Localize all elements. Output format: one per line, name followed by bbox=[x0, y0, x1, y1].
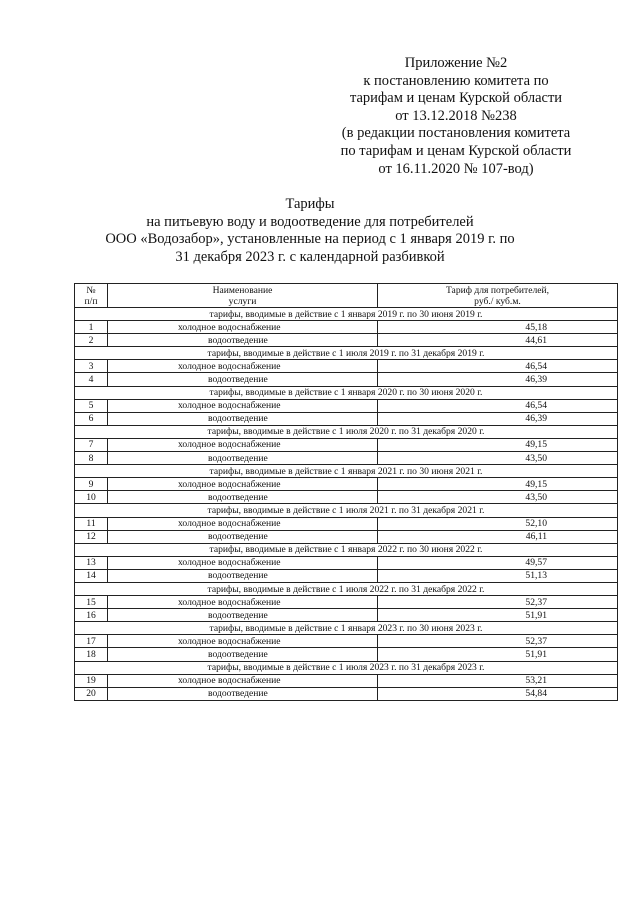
table-row bbox=[75, 530, 618, 543]
row-service: водоотведение bbox=[108, 452, 378, 465]
row-service: холодное водоснабжение bbox=[108, 556, 378, 569]
table-row bbox=[75, 648, 618, 661]
row-tariff: 46,39 bbox=[378, 373, 618, 386]
row-number: 1 bbox=[75, 321, 108, 334]
period-label: тарифы, вводимые в действие с 1 января 2023 г. по 30 июня 2023 г. bbox=[75, 622, 618, 635]
table-row bbox=[75, 478, 618, 491]
title-line: на питьевую воду и водоотведение для потребителей bbox=[146, 213, 474, 230]
title-heading: Тарифы bbox=[285, 196, 335, 212]
row-number: 15 bbox=[75, 596, 108, 609]
header-tariff bbox=[378, 284, 618, 308]
title-line: 31 декабря 2023 г. с календарной разбивкой bbox=[175, 248, 445, 265]
header-service-line2: услуги bbox=[228, 295, 257, 307]
table-row bbox=[75, 399, 618, 412]
table-row bbox=[75, 517, 618, 530]
period-row bbox=[75, 347, 618, 360]
header-tariff-line2: руб./ куб.м. bbox=[474, 295, 521, 307]
row-service: водоотведение bbox=[108, 569, 378, 582]
period-row bbox=[75, 465, 618, 478]
row-tariff: 43,50 bbox=[378, 491, 618, 504]
period-label: тарифы, вводимые в действие с 1 января 2022 г. по 30 июня 2022 г. bbox=[75, 543, 618, 556]
period-row bbox=[75, 386, 618, 399]
row-tariff: 43,50 bbox=[378, 452, 618, 465]
row-service: холодное водоснабжение bbox=[108, 438, 378, 451]
period-row bbox=[75, 582, 618, 595]
row-tariff: 52,37 bbox=[378, 635, 618, 648]
row-number: 7 bbox=[75, 438, 108, 451]
row-number: 4 bbox=[75, 373, 108, 386]
period-row bbox=[75, 425, 618, 438]
row-number: 19 bbox=[75, 674, 108, 687]
row-tariff: 46,54 bbox=[378, 399, 618, 412]
row-tariff: 52,10 bbox=[378, 517, 618, 530]
row-service: холодное водоснабжение bbox=[108, 674, 378, 687]
row-service: водоотведение bbox=[108, 609, 378, 622]
table-row bbox=[75, 635, 618, 648]
tariff-table bbox=[74, 283, 618, 701]
table-row bbox=[75, 321, 618, 334]
annex-line: (в редакции постановления комитета bbox=[341, 125, 571, 142]
row-number: 16 bbox=[75, 609, 108, 622]
annex-line: к постановлению комитета по bbox=[363, 72, 549, 89]
title-line: ООО «Водозабор», установленные на период с 1 января 2019 г. по bbox=[105, 231, 515, 248]
annex-line: по тарифам и ценам Курской области bbox=[340, 142, 572, 159]
table-row bbox=[75, 556, 618, 569]
period-row bbox=[75, 543, 618, 556]
row-number: 14 bbox=[75, 569, 108, 582]
row-service: холодное водоснабжение bbox=[108, 360, 378, 373]
row-tariff: 54,84 bbox=[378, 687, 618, 700]
table-row bbox=[75, 438, 618, 451]
row-service: холодное водоснабжение bbox=[108, 478, 378, 491]
row-number: 6 bbox=[75, 412, 108, 425]
header-number-line2: п/п bbox=[84, 295, 98, 307]
period-row bbox=[75, 661, 618, 674]
row-tariff: 49,57 bbox=[378, 556, 618, 569]
row-service: водоотведение bbox=[108, 412, 378, 425]
table-row bbox=[75, 360, 618, 373]
row-tariff: 51,13 bbox=[378, 569, 618, 582]
tariff-table-body bbox=[75, 308, 618, 701]
table-row bbox=[75, 412, 618, 425]
row-tariff: 46,11 bbox=[378, 530, 618, 543]
period-label: тарифы, вводимые в действие с 1 июля 2021 г. по 31 декабря 2021 г. bbox=[75, 504, 618, 517]
header-service-line1: Наименование bbox=[212, 284, 273, 296]
row-tariff: 51,91 bbox=[378, 609, 618, 622]
annex-line: от 16.11.2020 № 107-вод) bbox=[378, 160, 534, 177]
table-row bbox=[75, 687, 618, 700]
annex-line: тарифам и ценам Курской области bbox=[349, 90, 563, 107]
header-service bbox=[108, 284, 378, 308]
row-service: холодное водоснабжение bbox=[108, 596, 378, 609]
row-tariff: 46,54 bbox=[378, 360, 618, 373]
row-service: холодное водоснабжение bbox=[108, 321, 378, 334]
header-number-line1: № bbox=[86, 284, 96, 296]
row-tariff: 49,15 bbox=[378, 438, 618, 451]
row-tariff: 52,37 bbox=[378, 596, 618, 609]
row-number: 12 bbox=[75, 530, 108, 543]
row-tariff: 45,18 bbox=[378, 321, 618, 334]
row-number: 8 bbox=[75, 452, 108, 465]
row-number: 3 bbox=[75, 360, 108, 373]
row-service: водоотведение bbox=[108, 373, 378, 386]
period-label: тарифы, вводимые в действие с 1 июля 2020 г. по 31 декабря 2020 г. bbox=[75, 425, 618, 438]
table-row bbox=[75, 569, 618, 582]
period-row bbox=[75, 308, 618, 321]
table-header-row bbox=[75, 284, 618, 308]
table-row bbox=[75, 491, 618, 504]
table-row bbox=[75, 609, 618, 622]
period-label: тарифы, вводимые в действие с 1 июля 2022 г. по 31 декабря 2022 г. bbox=[75, 582, 618, 595]
annex-reference bbox=[318, 55, 594, 178]
row-number: 9 bbox=[75, 478, 108, 491]
period-label: тарифы, вводимые в действие с 1 июля 2023 г. по 31 декабря 2023 г. bbox=[75, 661, 618, 674]
row-service: водоотведение bbox=[108, 334, 378, 347]
row-number: 2 bbox=[75, 334, 108, 347]
row-number: 18 bbox=[75, 648, 108, 661]
row-tariff: 46,39 bbox=[378, 412, 618, 425]
table-row bbox=[75, 674, 618, 687]
row-service: холодное водоснабжение bbox=[108, 517, 378, 530]
header-number bbox=[75, 284, 108, 308]
period-row bbox=[75, 622, 618, 635]
row-service: холодное водоснабжение bbox=[108, 399, 378, 412]
row-service: водоотведение bbox=[108, 648, 378, 661]
row-number: 11 bbox=[75, 517, 108, 530]
row-service: холодное водоснабжение bbox=[108, 635, 378, 648]
row-number: 13 bbox=[75, 556, 108, 569]
header-tariff-line1: Тариф для потребителей, bbox=[445, 284, 550, 296]
table-row bbox=[75, 334, 618, 347]
period-label: тарифы, вводимые в действие с 1 января 2019 г. по 30 июня 2019 г. bbox=[75, 308, 618, 321]
period-label: тарифы, вводимые в действие с 1 июля 2019 г. по 31 декабря 2019 г. bbox=[75, 347, 618, 360]
row-number: 10 bbox=[75, 491, 108, 504]
document-title bbox=[80, 196, 540, 266]
row-number: 20 bbox=[75, 687, 108, 700]
period-label: тарифы, вводимые в действие с 1 января 2021 г. по 30 июня 2021 г. bbox=[75, 465, 618, 478]
table-row bbox=[75, 452, 618, 465]
row-number: 5 bbox=[75, 399, 108, 412]
annex-line: от 13.12.2018 №238 bbox=[395, 107, 517, 124]
row-tariff: 53,21 bbox=[378, 674, 618, 687]
row-number: 17 bbox=[75, 635, 108, 648]
period-label: тарифы, вводимые в действие с 1 января 2020 г. по 30 июня 2020 г. bbox=[75, 386, 618, 399]
row-tariff: 49,15 bbox=[378, 478, 618, 491]
period-row bbox=[75, 504, 618, 517]
row-tariff: 44,61 bbox=[378, 334, 618, 347]
table-row bbox=[75, 373, 618, 386]
annex-line: Приложение №2 bbox=[404, 55, 508, 71]
row-tariff: 51,91 bbox=[378, 648, 618, 661]
table-row bbox=[75, 596, 618, 609]
row-service: водоотведение bbox=[108, 491, 378, 504]
row-service: водоотведение bbox=[108, 687, 378, 700]
row-service: водоотведение bbox=[108, 530, 378, 543]
